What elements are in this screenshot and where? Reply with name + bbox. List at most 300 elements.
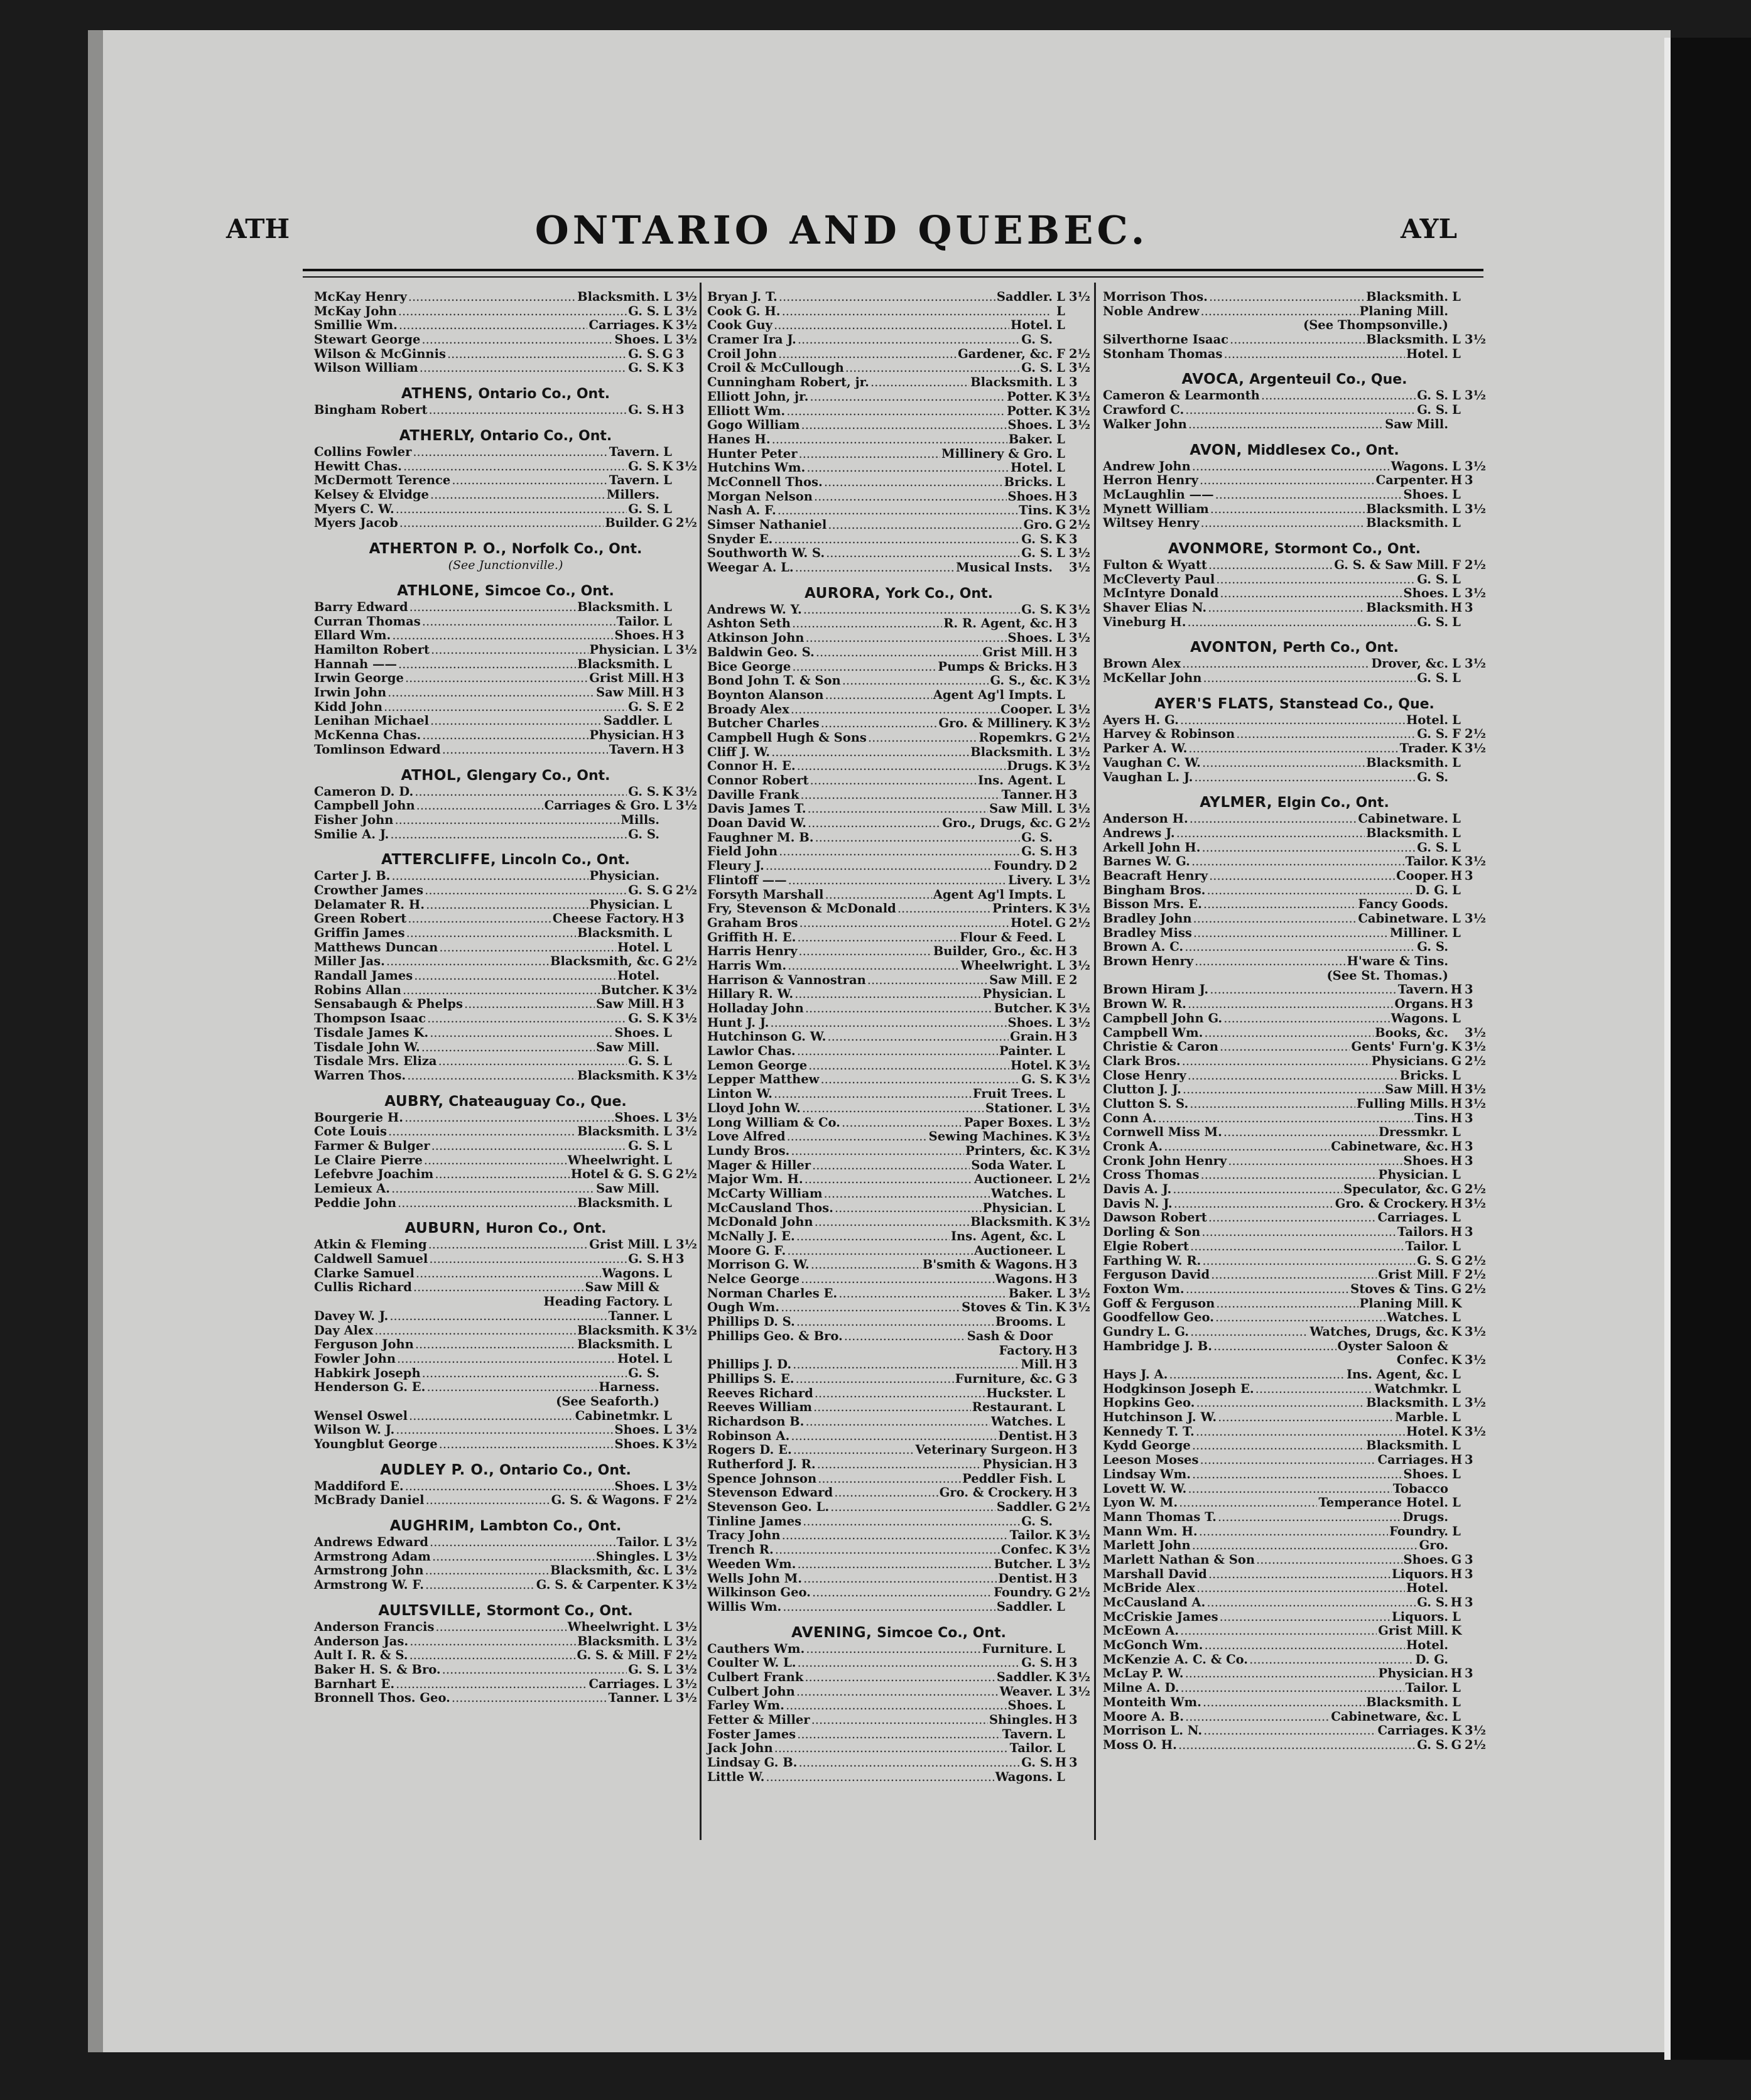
leader-dots xyxy=(426,1380,597,1395)
entry-name: Tisdale John W. xyxy=(314,1039,420,1054)
entry-business: G. S. xyxy=(1021,830,1053,845)
leader-dots xyxy=(1185,1710,1330,1724)
directory-entry xyxy=(1103,1240,1486,1254)
entry-name: Hanes H. xyxy=(707,431,771,447)
leader-dots xyxy=(818,1472,961,1486)
directory-entry xyxy=(707,490,1090,504)
leader-dots xyxy=(826,546,1020,561)
entry-name: Cronk A. xyxy=(1103,1139,1163,1154)
place-name: ATHENS, xyxy=(401,386,474,403)
entry-name: Hambridge J. B. xyxy=(1103,1338,1213,1353)
credit-rating: L xyxy=(663,599,672,614)
entry-business: Hotel. xyxy=(1406,1581,1448,1596)
entry-business: Drugs. xyxy=(1402,1509,1448,1524)
leader-dots xyxy=(426,898,588,912)
leader-dots xyxy=(796,1315,994,1329)
credit-rating: K xyxy=(662,784,673,799)
leader-dots xyxy=(1192,1539,1418,1553)
directory-entry xyxy=(707,1159,1090,1173)
entry-business: G. S. xyxy=(1021,546,1053,561)
entry-business: G. S. & Wagons. xyxy=(551,1493,659,1508)
entry-business: Blacksmith. xyxy=(1366,290,1448,304)
entry-business: Shoes. xyxy=(1403,1552,1448,1567)
entry-name: McCausland Thos. xyxy=(707,1200,833,1215)
credit-rating: K xyxy=(1055,1129,1066,1144)
entry-business: Physician. xyxy=(982,1200,1053,1215)
place-name: AULTSVILLE, xyxy=(378,1602,482,1619)
entry-business: Carriages. xyxy=(588,1676,659,1691)
credit-rating: H xyxy=(661,1252,674,1267)
directory-entry xyxy=(1103,756,1486,771)
leader-dots xyxy=(803,1572,997,1586)
entry-name: Beacraft Henry xyxy=(1103,868,1208,883)
entry-name: Robinson A. xyxy=(707,1428,790,1443)
credit-rating: L xyxy=(663,1138,672,1153)
leader-dots xyxy=(1208,1211,1377,1225)
leader-dots xyxy=(1208,558,1333,573)
credit-rating: K xyxy=(662,1011,673,1026)
pay-rating: 3 xyxy=(676,403,685,418)
directory-entry xyxy=(314,629,697,643)
leader-dots xyxy=(1249,1653,1414,1667)
entry-name: Atkinson John xyxy=(707,631,805,646)
credit-rating: G xyxy=(1055,915,1066,930)
directory-entry xyxy=(1103,1097,1486,1112)
leader-dots xyxy=(842,1116,963,1130)
pay-rating: 3 xyxy=(1069,659,1078,674)
directory-section xyxy=(314,426,697,531)
credit-rating: G xyxy=(1055,1371,1066,1386)
pay-rating: 3 xyxy=(1069,844,1078,859)
credit-rating: L xyxy=(1056,1769,1065,1784)
entry-name: Cross Thomas xyxy=(1103,1167,1200,1183)
entry-name: Griffin James xyxy=(314,926,405,940)
directory-entry xyxy=(314,1167,697,1182)
directory-entry xyxy=(1103,657,1486,671)
credit-rating: H xyxy=(1450,1082,1463,1097)
entry-business: Furniture, &c. xyxy=(955,1371,1053,1386)
directory-entry xyxy=(1103,1710,1486,1724)
credit-rating: L xyxy=(1452,1681,1461,1696)
entry-name: Smilie A. J. xyxy=(314,826,389,842)
entry-business: Furniture. xyxy=(982,1641,1053,1656)
leader-dots xyxy=(808,816,941,831)
entry-business: G. S. & Mill. xyxy=(577,1648,659,1663)
entry-name: Mynett William xyxy=(1103,501,1209,516)
directory-entry xyxy=(1103,1125,1486,1140)
leader-dots xyxy=(429,1252,627,1267)
entry-name: Farthing W. R. xyxy=(1103,1253,1201,1268)
entry-name: Bradley John xyxy=(1103,911,1192,926)
credit-rating: L xyxy=(663,897,672,912)
entry-business: Blacksmith. xyxy=(577,1195,659,1210)
directory-entry xyxy=(314,1691,697,1706)
leader-dots xyxy=(430,714,602,728)
leader-dots xyxy=(392,629,613,643)
entry-business: Shingles. xyxy=(595,1549,659,1564)
leader-dots xyxy=(1193,926,1389,941)
entry-business: Hotel. xyxy=(1406,1638,1448,1653)
directory-entry xyxy=(707,1244,1090,1258)
entry-business: G. S. xyxy=(628,1662,659,1677)
pay-rating: 3½ xyxy=(1465,388,1486,403)
credit-rating: L xyxy=(663,1337,672,1352)
leader-dots xyxy=(812,1159,970,1173)
directory-entry xyxy=(1103,1553,1486,1567)
entry-name: Andrews Edward xyxy=(314,1535,429,1550)
credit-rating: L xyxy=(1056,1684,1065,1699)
credit-rating: H xyxy=(1054,1442,1067,1458)
directory-entry xyxy=(314,1324,697,1338)
leader-dots xyxy=(1199,1525,1388,1539)
leader-dots xyxy=(793,1358,1019,1372)
section-heading xyxy=(314,1219,697,1238)
entry-business: Millers. xyxy=(606,487,659,502)
directory-entry xyxy=(1103,1453,1486,1468)
leader-dots xyxy=(1192,460,1390,474)
leader-dots xyxy=(1218,1510,1401,1525)
directory-entry xyxy=(1103,1681,1486,1696)
leader-dots xyxy=(391,1182,595,1196)
entry-business: Foundry. xyxy=(1389,1524,1448,1539)
directory-entry xyxy=(1103,1581,1486,1596)
entry-name: Lyon W. M. xyxy=(1103,1495,1178,1510)
directory-entry xyxy=(1103,418,1486,432)
leader-dots xyxy=(1183,1083,1384,1097)
pay-rating: 3 xyxy=(676,360,685,376)
credit-rating: K xyxy=(662,318,673,333)
credit-rating: G xyxy=(1451,1281,1462,1296)
credit-rating: L xyxy=(1452,516,1461,531)
entry-name: Farmer & Bulger xyxy=(314,1138,430,1153)
credit-rating: L xyxy=(1452,571,1461,587)
entry-name: Flintoff —— xyxy=(707,872,787,887)
pay-rating: 2½ xyxy=(1465,1267,1486,1282)
entry-business: Hotel. xyxy=(1406,346,1448,361)
entry-business: Liquors. xyxy=(1392,1566,1448,1581)
entry-name: Parker A. W. xyxy=(1103,741,1188,756)
entry-business: Physician. xyxy=(1378,1167,1448,1183)
directory-entry xyxy=(707,376,1090,390)
entry-business: Saw Mill. xyxy=(596,685,659,700)
leader-dots xyxy=(815,1387,985,1401)
entry-business: Tailors. xyxy=(1397,1225,1448,1240)
entry-name: Clutton S. S. xyxy=(1103,1096,1189,1111)
leader-dots xyxy=(1182,657,1370,671)
leader-dots xyxy=(815,831,1020,845)
leader-dots xyxy=(1200,474,1375,488)
entry-business: Blacksmith. xyxy=(1366,1694,1448,1709)
leader-dots xyxy=(399,318,588,333)
leader-dots xyxy=(794,987,981,1002)
leader-dots xyxy=(1190,1240,1404,1254)
leader-dots xyxy=(810,774,977,788)
directory-entry xyxy=(707,1443,1090,1458)
leader-dots xyxy=(1188,1482,1391,1497)
entry-business: Livery. xyxy=(1007,872,1053,887)
pay-rating: 3½ xyxy=(676,303,697,318)
directory-entry xyxy=(707,305,1090,319)
directory-entry xyxy=(1103,1340,1486,1354)
directory-entry xyxy=(707,1372,1090,1387)
credit-rating: L xyxy=(1056,460,1065,475)
entry-name: McCleverty Paul xyxy=(1103,571,1215,587)
entry-business: Liquors. xyxy=(1392,1609,1448,1624)
leader-dots xyxy=(1215,1311,1385,1325)
entry-name: Andrews W. Y. xyxy=(707,602,802,617)
directory-entry xyxy=(1103,1140,1486,1154)
entry-name: Thompson Isaac xyxy=(314,1011,426,1026)
entry-name: McEown A. xyxy=(1103,1623,1179,1638)
pay-rating: 3½ xyxy=(1069,1015,1090,1030)
pay-rating: 2½ xyxy=(1465,557,1486,572)
credit-rating: L xyxy=(663,798,672,813)
directory-entry xyxy=(1103,884,1486,898)
entry-business: Physician. xyxy=(589,869,659,884)
leader-dots xyxy=(1201,1168,1377,1183)
entry-name: Lenihan Michael xyxy=(314,713,429,728)
place-name: ATTERCLIFFE, xyxy=(381,852,497,869)
credit-rating: G xyxy=(1055,517,1066,532)
leader-dots xyxy=(464,997,595,1012)
credit-rating: L xyxy=(1056,431,1065,447)
directory-entry xyxy=(707,1172,1090,1187)
pay-rating: 2½ xyxy=(676,516,697,531)
pay-rating: 3 xyxy=(1069,1485,1078,1500)
directory-entry xyxy=(1103,1225,1486,1240)
entry-name: Farley Wm. xyxy=(707,1698,784,1713)
directory-entry xyxy=(707,518,1090,533)
pay-rating: 2 xyxy=(1069,858,1078,874)
leader-dots xyxy=(811,1258,921,1272)
directory-entry xyxy=(707,1272,1090,1287)
credit-rating: L xyxy=(1452,1125,1461,1140)
leader-dots xyxy=(1190,812,1357,826)
entry-name: Carter J. B. xyxy=(314,869,391,884)
entry-business: Blacksmith. xyxy=(1366,600,1448,615)
leader-dots xyxy=(805,631,1006,646)
pay-rating: 3 xyxy=(1465,982,1473,997)
entry-business: Blacksmith. xyxy=(970,375,1053,390)
leader-dots xyxy=(416,1267,601,1281)
header-right-key: AYL xyxy=(1400,214,1457,244)
pay-rating: 3 xyxy=(1465,868,1473,883)
pay-rating: 2½ xyxy=(1465,1737,1486,1752)
directory-entry xyxy=(1103,516,1486,531)
entry-name: McKay John xyxy=(314,303,397,318)
directory-entry xyxy=(707,1258,1090,1272)
place-name: AVONTON, xyxy=(1190,639,1278,656)
leader-dots xyxy=(409,1409,574,1424)
directory-entry xyxy=(707,1415,1090,1429)
credit-rating: L xyxy=(1056,1086,1065,1101)
pay-rating: 3 xyxy=(1069,944,1078,959)
entry-business: Saddler. xyxy=(603,713,659,728)
credit-rating: H xyxy=(1450,1096,1463,1111)
credit-rating: L xyxy=(1452,332,1461,347)
directory-section xyxy=(314,1219,697,1451)
pay-rating: 3½ xyxy=(1069,1115,1090,1130)
entry-business: G. S. xyxy=(1417,939,1448,955)
entry-business: Physician. xyxy=(982,1457,1053,1471)
entry-name: Morrison G. W. xyxy=(707,1257,810,1272)
entry-business: Saddler. xyxy=(996,290,1053,304)
county-name: Ontario Co., Ont. xyxy=(499,1462,631,1478)
leader-dots xyxy=(787,1244,973,1258)
pay-rating: 3½ xyxy=(676,1437,697,1451)
leader-dots xyxy=(1185,403,1416,418)
entry-name: Trench R. xyxy=(707,1542,774,1557)
entry-name: Kelsey & Elvidge xyxy=(314,487,429,502)
entry-business: Blacksmith. xyxy=(577,1068,659,1083)
leader-dots xyxy=(435,1167,570,1182)
next-page-edge xyxy=(1664,38,1751,2060)
entry-business: G. S. xyxy=(628,458,659,474)
leader-dots xyxy=(814,490,1007,504)
entry-name: Bingham Robert xyxy=(314,403,428,418)
directory-entry xyxy=(314,460,697,474)
directory-entry xyxy=(314,686,697,700)
entry-name: Fry, Stevenson & McDonald xyxy=(707,901,896,916)
directory-section xyxy=(314,1517,697,1593)
credit-rating: L xyxy=(1452,586,1461,601)
entry-business: Saw Mill. xyxy=(596,1039,659,1054)
leader-dots xyxy=(1188,1069,1399,1083)
pay-rating: 3 xyxy=(676,671,685,686)
directory-entry xyxy=(314,1648,697,1663)
entry-name: Reeves William xyxy=(707,1400,812,1415)
page-title: ONTARIO AND QUEBEC. xyxy=(534,207,1149,253)
entry-business: Shoes. xyxy=(1007,1015,1053,1030)
leader-dots xyxy=(1193,912,1357,926)
leader-dots xyxy=(415,1338,576,1352)
leader-dots xyxy=(808,1059,1009,1073)
entry-business: Saw Mill. xyxy=(596,1181,659,1196)
entry-business: Wheelwright. xyxy=(567,1619,659,1634)
continuation-text: (See St. Thomas.) xyxy=(1326,968,1448,983)
leader-dots xyxy=(1203,671,1416,686)
credit-rating: K xyxy=(1055,531,1066,546)
pay-rating: 3½ xyxy=(676,1691,697,1706)
directory-entry xyxy=(314,290,697,305)
entry-name: Tisdale James K. xyxy=(314,1025,429,1040)
directory-entry xyxy=(1103,841,1486,855)
credit-rating: E xyxy=(1056,972,1066,987)
directory-entry xyxy=(707,333,1090,347)
pay-rating: 3½ xyxy=(676,1676,697,1691)
entry-business: Cabinetware. xyxy=(1358,911,1448,926)
leader-dots xyxy=(791,1144,964,1159)
entry-business: Tailor. xyxy=(1405,854,1448,869)
leader-dots xyxy=(797,931,958,945)
credit-rating: L xyxy=(663,1025,672,1040)
pay-rating: 3 xyxy=(676,742,685,757)
entry-business: G. S. xyxy=(628,1365,659,1380)
credit-rating: K xyxy=(1055,403,1066,418)
entry-name: Monteith Wm. xyxy=(1103,1694,1201,1709)
entry-name: Herron Henry xyxy=(1103,473,1198,488)
credit-rating: L xyxy=(1452,346,1461,361)
entry-business: B'smith & Wagons. xyxy=(922,1257,1053,1272)
leader-dots xyxy=(805,1415,989,1429)
pay-rating: 3½ xyxy=(1465,1353,1486,1368)
directory-section xyxy=(314,539,697,573)
directory-entry xyxy=(314,1267,697,1281)
entry-business: Planing Mill. xyxy=(1359,1296,1448,1311)
leader-dots xyxy=(1202,1254,1416,1269)
leader-dots xyxy=(431,1139,627,1154)
entry-business: Watches, Drugs, &c. xyxy=(1309,1324,1448,1339)
entry-name: Campbell Wm. xyxy=(1103,1025,1203,1040)
credit-rating: G xyxy=(662,1167,673,1182)
entry-business: Physician. xyxy=(1378,1666,1448,1681)
credit-rating: G xyxy=(662,346,673,361)
credit-rating: K xyxy=(1055,1300,1066,1315)
directory-entry xyxy=(1103,1197,1486,1211)
credit-rating: L xyxy=(1452,1238,1461,1253)
directory-entry xyxy=(314,1196,697,1211)
leader-dots xyxy=(452,474,607,488)
leader-dots xyxy=(388,686,595,700)
leader-dots xyxy=(438,1054,627,1069)
directory-entry xyxy=(1103,502,1486,517)
directory-entry xyxy=(314,1480,697,1494)
pay-rating: 3 xyxy=(1069,1257,1078,1272)
leader-dots xyxy=(803,1515,1020,1529)
credit-rating: L xyxy=(1056,958,1065,973)
leader-dots xyxy=(798,1756,1020,1770)
directory-entry xyxy=(707,1201,1090,1216)
entry-name: Foster James xyxy=(707,1726,796,1741)
leader-dots xyxy=(1203,1724,1376,1738)
credit-rating: H xyxy=(661,997,674,1012)
entry-name: Baldwin Geo. S. xyxy=(707,644,815,659)
credit-rating: H xyxy=(1450,1566,1463,1581)
directory-entry xyxy=(314,813,697,828)
entry-name: Robins Allan xyxy=(314,982,401,997)
leader-dots xyxy=(1206,884,1414,898)
entry-name: Phillips Geo. & Bro. xyxy=(707,1328,843,1343)
county-name: Ontario Co., Ont. xyxy=(480,428,612,444)
directory-entry xyxy=(707,973,1090,988)
credit-rating: L xyxy=(663,501,672,516)
entry-business: G. S. xyxy=(1021,1655,1053,1670)
credit-rating: L xyxy=(663,303,672,318)
directory-entry xyxy=(707,461,1090,475)
directory-entry xyxy=(314,983,697,998)
credit-rating: L xyxy=(1056,418,1065,433)
leader-dots xyxy=(1158,1112,1414,1126)
pay-rating: 3 xyxy=(676,911,685,926)
leader-dots xyxy=(774,318,1009,333)
county-name: Norfolk Co., Ont. xyxy=(511,541,642,557)
entry-business: Blacksmith. xyxy=(577,926,659,940)
credit-rating: H xyxy=(661,403,674,418)
entry-business: Musical Insts. xyxy=(956,560,1053,575)
pay-rating: 3 xyxy=(676,728,685,743)
pay-rating: 3 xyxy=(676,685,685,700)
entry-business: Shoes. xyxy=(614,1025,659,1040)
directory-section xyxy=(314,582,697,757)
entry-business: Stoves & Tins. xyxy=(1350,1281,1448,1296)
entry-business: Physician. xyxy=(982,987,1053,1002)
entry-name: Christie & Caron xyxy=(1103,1039,1218,1054)
entry-business: Shoes. xyxy=(614,1110,659,1125)
pay-rating: 3½ xyxy=(1069,716,1090,731)
entry-name: Cliff J. W. xyxy=(707,744,771,759)
entry-business: Auctioneer. xyxy=(974,1172,1053,1187)
entry-name: Lemieux A. xyxy=(314,1181,391,1196)
